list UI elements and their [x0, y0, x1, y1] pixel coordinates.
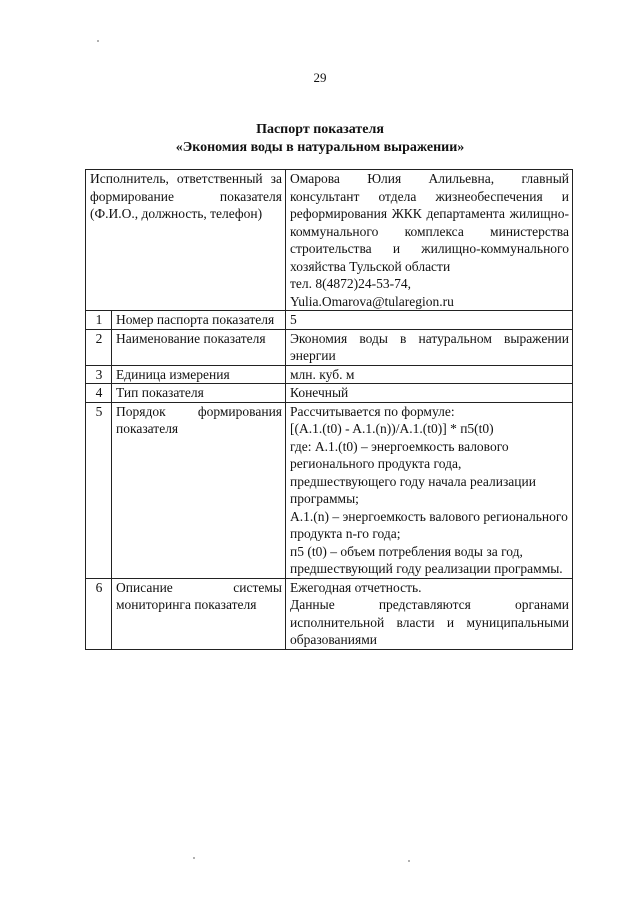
row-label: Описание системы мониторинга показателя: [112, 578, 286, 649]
row-label: Номер паспорта показателя: [112, 311, 286, 330]
row-number: 6: [86, 578, 112, 649]
executor-value-text: Омарова Юлия Алильевна, главный консультант отдела жизнеобеспечения и реформирования ЖКК департамента жилищно-коммунального комплекса министерства строительства и жилищно-коммунального хозяйства Тульской области: [290, 171, 569, 274]
row-value: [286, 578, 573, 649]
page-number: 29: [313, 70, 327, 85]
table-row: [86, 384, 573, 403]
table-row: [86, 578, 573, 649]
table-row: [86, 365, 573, 384]
row-label: Наименование показателя: [112, 329, 286, 365]
row-number: 1: [86, 311, 112, 330]
table-row: [86, 402, 573, 578]
scan-speck: [408, 860, 410, 862]
executor-phone: тел. 8(4872)24-53-74,: [290, 276, 411, 291]
row-value: [286, 402, 573, 578]
formula-explanation: А.1.(n) – энергоемкость валового регионального продукта n-го года;: [290, 508, 568, 541]
title-line-1: Паспорт показателя: [256, 122, 384, 137]
formula-intro: Рассчитывается по формуле:: [290, 403, 455, 419]
formula-explanation: п5 (t0) – объем потребления воды за год, предшествующий году реализации программы.: [290, 543, 563, 576]
scan-speck: [193, 857, 195, 859]
table-row: [86, 311, 573, 330]
monitoring-text: Данные представляются органами исполнительной власти и муниципальными образованиями: [290, 597, 569, 647]
table-row-executor: [86, 170, 573, 311]
row-value: Конечный: [286, 384, 573, 403]
row-number: 4: [86, 384, 112, 403]
indicator-passport-table: [85, 169, 573, 650]
row-number: 5: [86, 402, 112, 578]
table-row: [86, 329, 573, 365]
row-label: Порядок формирования показателя: [112, 402, 286, 578]
title-line-2: «Экономия воды в натуральном выражении»: [175, 140, 465, 155]
row-value: 5: [286, 311, 573, 330]
row-number: 2: [86, 329, 112, 365]
row-value: Экономия воды в натуральном выражении энергии: [286, 329, 573, 365]
scan-speck: [97, 40, 99, 42]
row-label: Тип показателя: [112, 384, 286, 403]
row-number: 3: [86, 365, 112, 384]
row-label: Единица измерения: [112, 365, 286, 384]
executor-value: [286, 170, 573, 311]
formula: [(A.1.(t0) - A.1.(n))/A.1.(t0)] * п5(t0): [290, 421, 494, 436]
executor-label: Исполнитель, ответственный за формирование показателя (Ф.И.О., должность, телефон): [86, 170, 286, 311]
document-title: [0, 121, 640, 157]
row-value: млн. куб. м: [286, 365, 573, 384]
monitoring-text: Ежегодная отчетность.: [290, 579, 422, 595]
formula-explanation: где: А.1.(t0) – энергоемкость валового регионального продукта года, предшествующего году начала реализации программы;: [290, 438, 536, 506]
executor-email: Yulia.Omarova@tularegion.ru: [290, 293, 454, 309]
